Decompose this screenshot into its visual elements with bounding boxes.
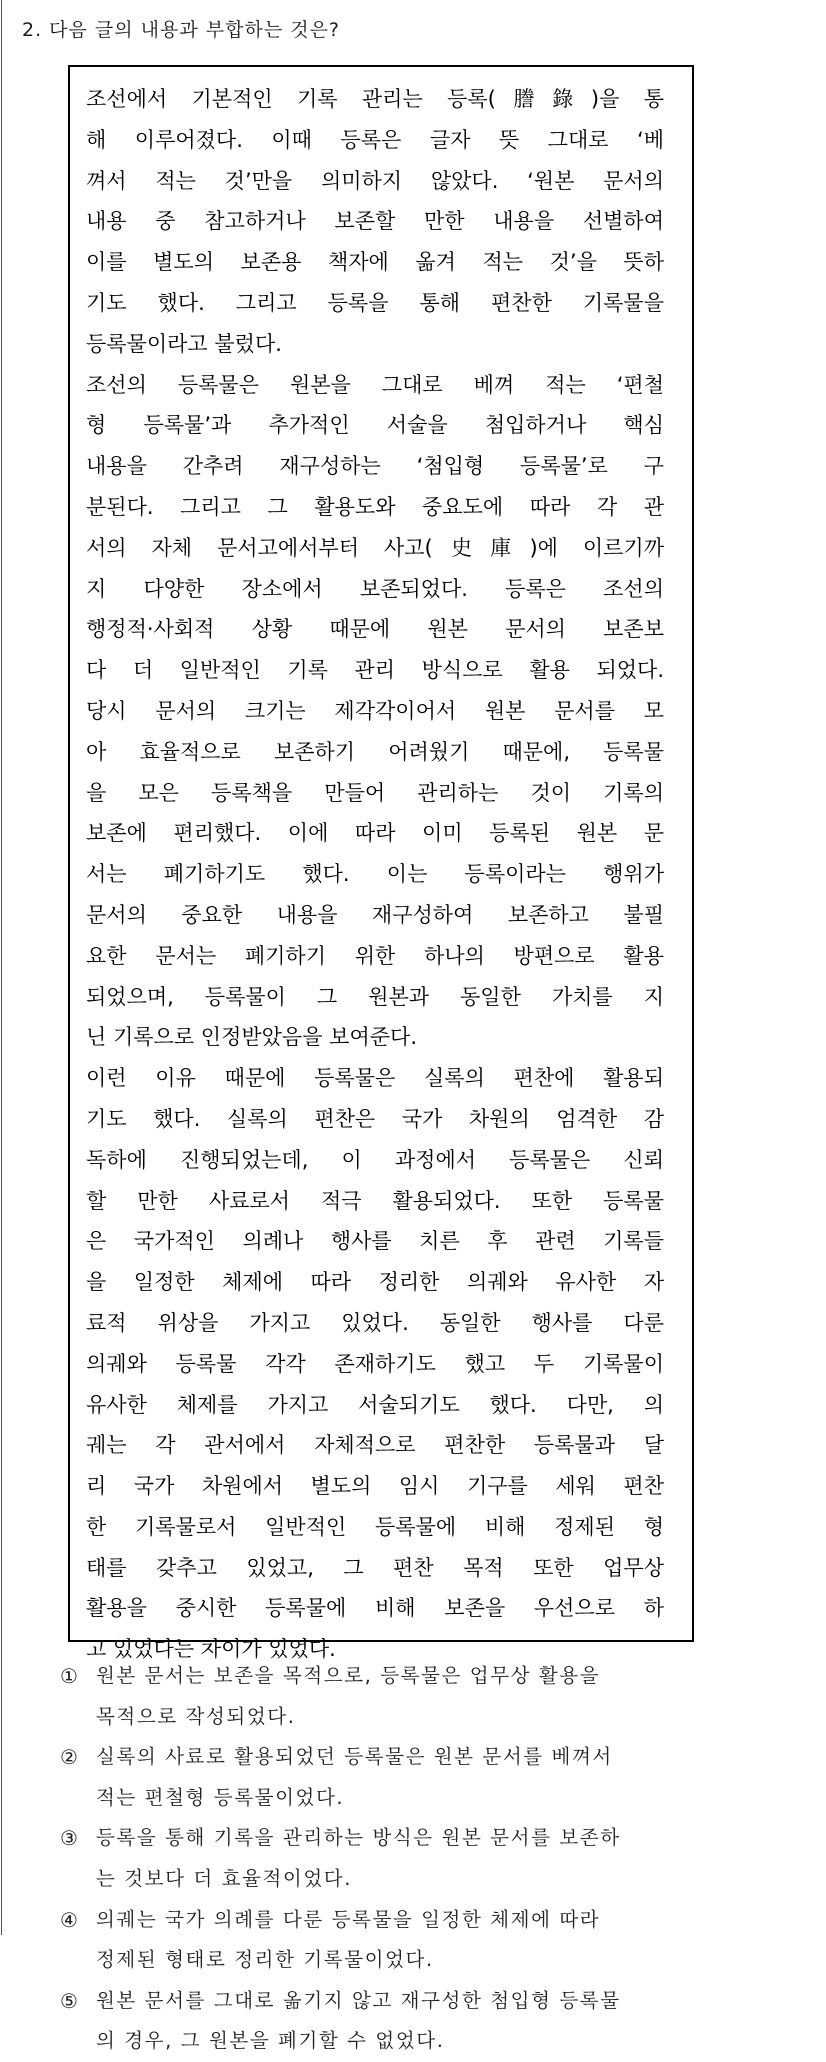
passage-line: 유사한 체제를 가지고 서술되기도 했다. 다만, 의 [86, 1392, 664, 1417]
choice-text-line: 원본 문서는 보존을 목적으로, 등록물은 업무상 활용을 [96, 1664, 601, 1687]
passage-line: 활용을 중시한 등록물에 비해 보존을 우선으로 하 [86, 1596, 664, 1621]
passage-line: 아 효율적으로 보존하기 어려웠기 때문에, 등록물 [86, 739, 664, 764]
passage-box [68, 65, 694, 1662]
question-title: 2. 다음 글의 내용과 부합하는 것은? [22, 19, 341, 41]
answer-choices [60, 1656, 760, 2062]
answer-choice-5[interactable] [60, 1981, 760, 2062]
passage-line: 당시 문서의 크기는 제각각이어서 원본 문서를 모 [86, 698, 664, 723]
passage-line: 서는 폐기하기도 했다. 이는 등록이라는 행위가 [86, 862, 664, 887]
passage-line: 보존에 편리했다. 이에 따라 이미 등록된 원본 문 [86, 821, 664, 846]
passage-line: 독하에 진행되었는데, 이 과정에서 등록물은 신뢰 [86, 1147, 664, 1172]
passage-line: 궤는 각 관서에서 자체적으로 편찬한 등록물과 달 [86, 1433, 664, 1458]
answer-choice-3[interactable] [60, 1818, 760, 1899]
passage-line: 요한 문서는 폐기하기 위한 하나의 방편으로 활용 [86, 943, 664, 968]
passage-line: 행정적·사회적 상황 때문에 원본 문서의 보존보 [86, 617, 664, 642]
choice-text-line: 목적으로 작성되었다. [96, 1704, 296, 1728]
choice-text-line: 의궤는 국가 의례를 다룬 등록물을 일정한 체제에 따라 [96, 1907, 601, 1931]
passage-line: 분된다. 그리고 그 활용도와 중요도에 따라 각 관 [86, 494, 664, 519]
answer-choice-4[interactable] [60, 1900, 760, 1981]
choice-text-line: 등록을 통해 기록을 관리하는 방식은 원본 문서를 보존하 [96, 1826, 621, 1850]
choice-number-marker: ② [60, 1745, 78, 1770]
passage-line: 이런 이유 때문에 등록물은 실록의 편찬에 활용되 [86, 1066, 664, 1091]
left-margin-rule [1, 0, 2, 1935]
choice-number-marker: ⑤ [60, 1988, 78, 2013]
passage-line: 을 모은 등록책을 만들어 관리하는 것이 기록의 [86, 780, 664, 805]
passage-line: 조선의 등록물은 원본을 그대로 베껴 적는 ‘편철 [86, 372, 664, 397]
choice-text-line: 실록의 사료로 활용되었던 등록물은 원본 문서를 베껴서 [96, 1745, 613, 1769]
passage-line: 되었으며, 등록물이 그 원본과 동일한 가치를 지 [86, 984, 664, 1009]
passage-line: 다 더 일반적인 기록 관리 방식으로 활용 되었다. [86, 658, 664, 683]
choice-number-marker: ③ [60, 1826, 78, 1851]
passage-line: 서의 자체 문서고에서부터 사고(史庫)에 이르기까 [86, 535, 664, 560]
passage-line: 한 기록물로서 일반적인 등록물에 비해 정제된 형 [86, 1514, 664, 1539]
passage-line: 을 일정한 체제에 따라 정리한 의궤와 유사한 자 [86, 1270, 664, 1295]
choice-text-line: 적는 편철형 등록물이었다. [96, 1785, 345, 1809]
passage-line: 의궤와 등록물 각각 존재하기도 했고 두 기록물이 [86, 1351, 664, 1376]
passage-line: 료적 위상을 가지고 있었다. 동일한 행사를 다룬 [86, 1310, 664, 1335]
choice-text-line: 는 것보다 더 효율적이었다. [96, 1866, 353, 1890]
choice-text-line: 원본 문서를 그대로 옮기지 않고 재구성한 첨입형 등록물 [96, 1988, 621, 2012]
choice-text-line: 정제된 형태로 정리한 기록물이었다. [96, 1948, 434, 1972]
passage-line: 태를 갖추고 있었고, 그 편찬 목적 또한 업무상 [86, 1555, 664, 1580]
passage-line: 닌 기록으로 인정받았음을 보여준다. [86, 1025, 417, 1050]
passage-line: 할 만한 사료로서 적극 활용되었다. 또한 등록물 [86, 1188, 664, 1213]
passage-line: 내용을 간추려 재구성하는 ‘첨입형 등록물’로 구 [86, 454, 664, 479]
passage-line: 조선에서 기본적인 기록 관리는 등록(謄錄)을 통 [86, 87, 664, 111]
choice-number-marker: ④ [60, 1907, 78, 1932]
passage-line: 기도 했다. 실록의 편찬은 국가 차원의 엄격한 감 [86, 1106, 664, 1131]
passage-line: 이를 별도의 보존용 책자에 옮겨 적는 것’을 뜻하 [86, 250, 664, 275]
passage-line: 고 있었다는 차이가 있었다. [86, 1637, 336, 1662]
answer-choice-2[interactable] [60, 1737, 760, 1818]
passage-text [86, 79, 664, 1670]
passage-line: 형 등록물’과 추가적인 서술을 첨입하거나 핵심 [86, 413, 664, 438]
passage-line: 해 이루어졌다. 이때 등록은 글자 뜻 그대로 ‘베 [86, 127, 664, 152]
choice-number-marker: ① [60, 1664, 78, 1688]
passage-line: 지 다양한 장소에서 보존되었다. 등록은 조선의 [86, 576, 664, 601]
choice-text-line: 의 경우, 그 원본을 폐기할 수 없었다. [96, 2029, 445, 2053]
passage-line: 내용 중 참고하거나 보존할 만한 내용을 선별하여 [86, 209, 664, 234]
passage-line: 기도 했다. 그리고 등록을 통해 편찬한 기록물을 [86, 290, 664, 315]
passage-line: 리 국가 차원에서 별도의 임시 기구를 세워 편찬 [86, 1474, 664, 1499]
passage-line: 은 국가적인 의례나 행사를 치른 후 관련 기록들 [86, 1229, 664, 1254]
passage-line: 껴서 적는 것’만을 의미하지 않았다. ‘원본 문서의 [86, 168, 664, 193]
answer-choice-1[interactable] [60, 1656, 760, 1737]
passage-line: 문서의 중요한 내용을 재구성하여 보존하고 불필 [86, 902, 664, 927]
passage-line: 등록물이라고 불렀다. [86, 331, 282, 356]
